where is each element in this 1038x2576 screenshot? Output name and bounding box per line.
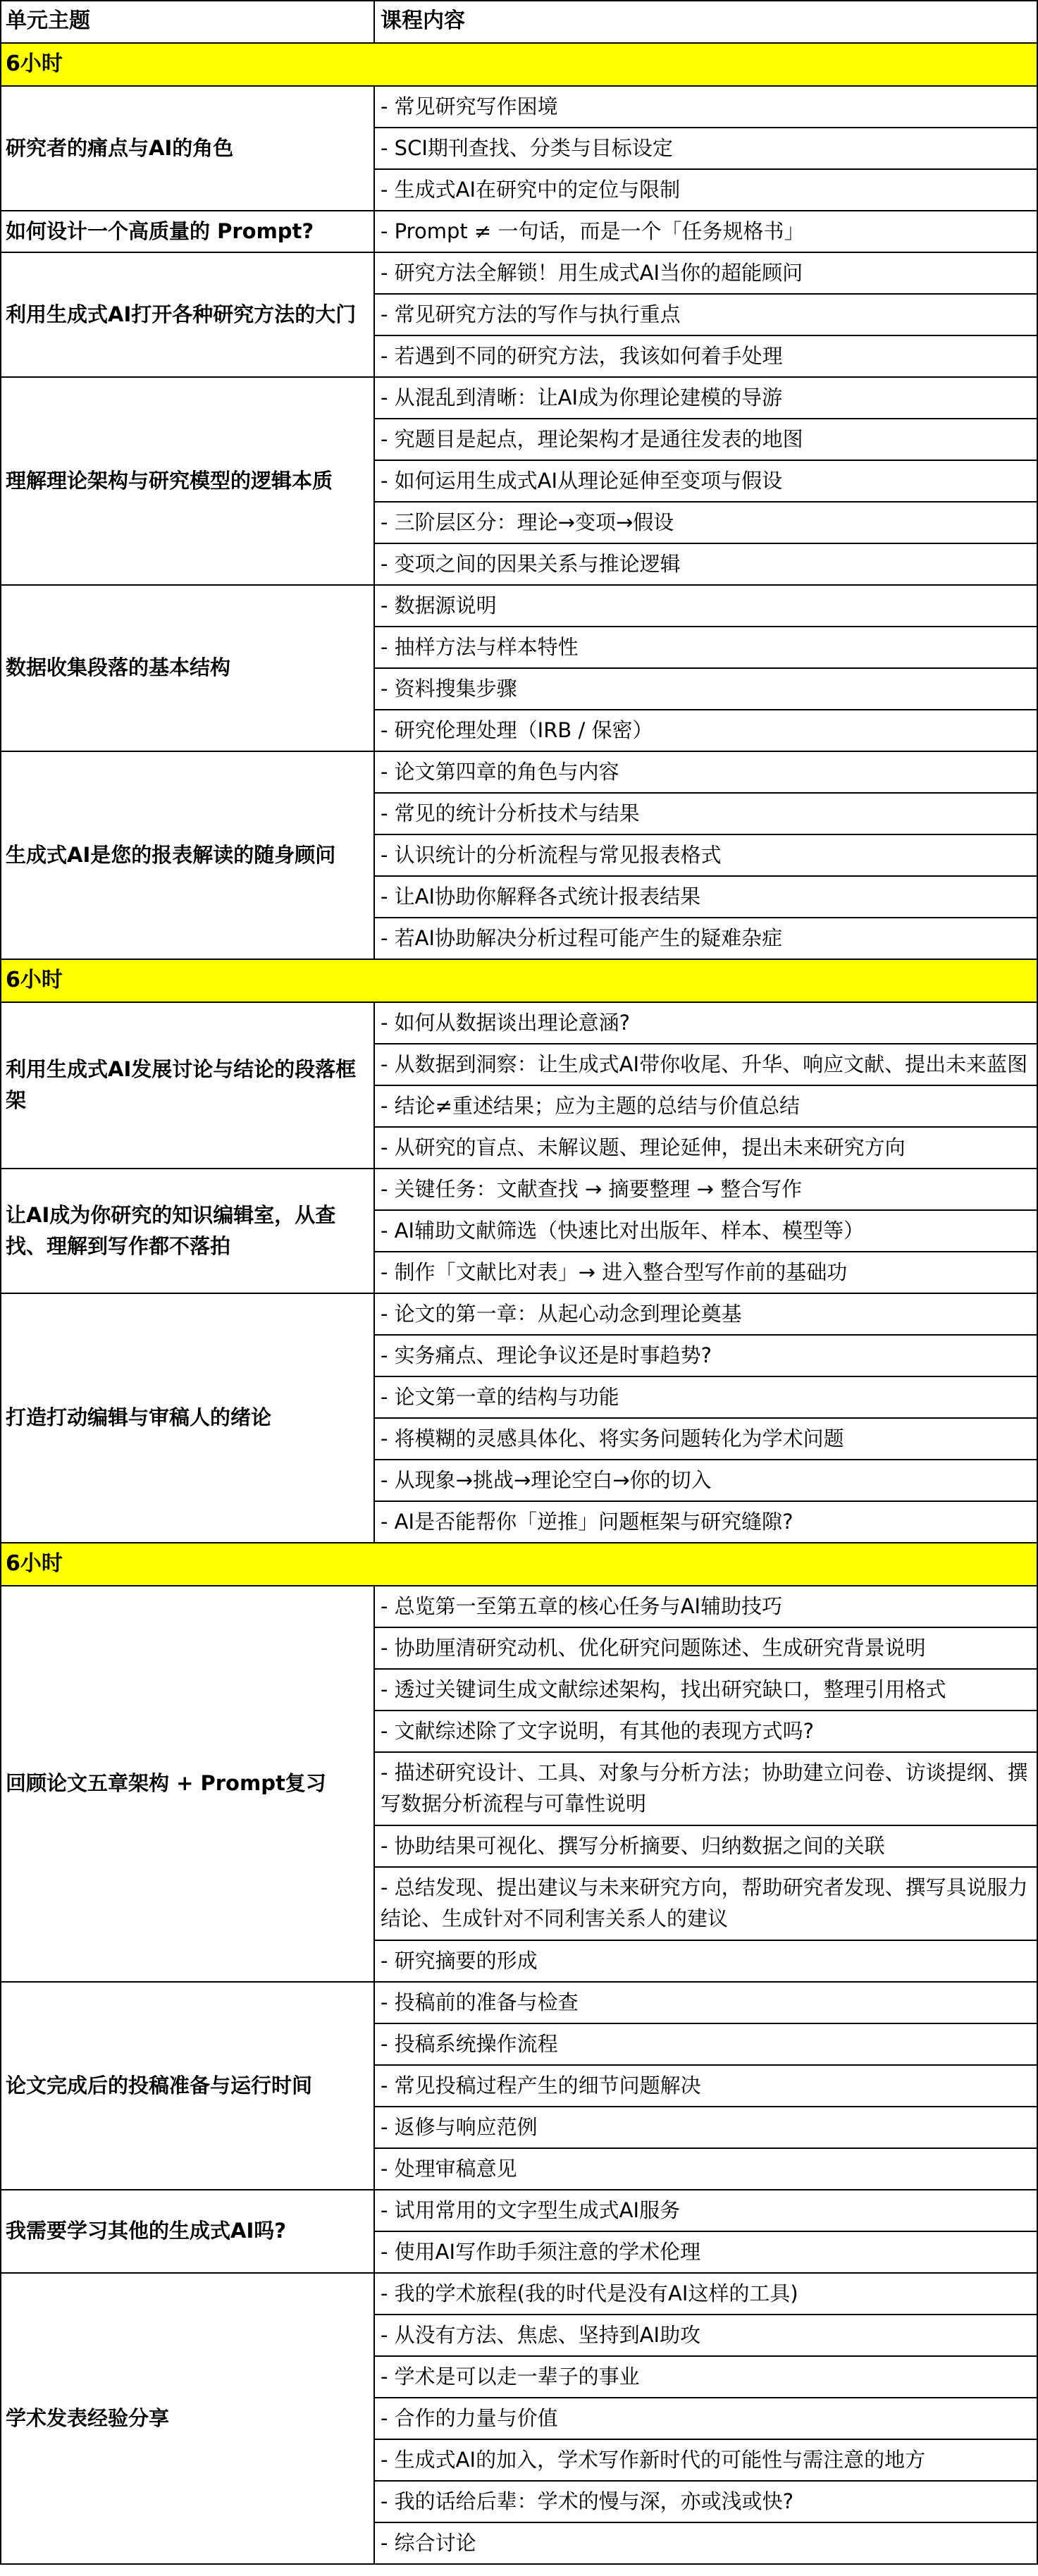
course-item: - 使用AI写作助手须注意的学术伦理 bbox=[381, 2239, 701, 2264]
course-item: - 总览第一至第五章的核心任务与AI辅助技巧 bbox=[381, 1594, 783, 1618]
course-item: - 研究伦理处理（IRB / 保密） bbox=[381, 717, 653, 742]
course-item: - 论文第一章的结构与功能 bbox=[381, 1384, 619, 1409]
course-item: - 返修与响应范例 bbox=[381, 2114, 538, 2139]
course-item: - 总结发现、提出建议与未来研究方向，帮助研究者发现、撰写具说服力结论、生成针对不同利害关系人的建议 bbox=[381, 1875, 1028, 1930]
course-item: - Prompt ≠ 一句话，而是一个「任务规格书」 bbox=[381, 218, 805, 243]
course-item: - AI是否能帮你「逆推」问题框架与研究缝隙? bbox=[381, 1509, 793, 1534]
course-item: - 生成式AI在研究中的定位与限制 bbox=[381, 177, 681, 202]
course-item: - 关键任务：文献查找 → 摘要整理 → 整合写作 bbox=[381, 1176, 803, 1201]
section-duration-label: 6小时 bbox=[6, 1551, 63, 1576]
course-item: - 透过关键词生成文献综述架构，找出研究缺口，整理引用格式 bbox=[381, 1677, 946, 1701]
section-band bbox=[0, 959, 1038, 1002]
course-item: - 投稿系统操作流程 bbox=[381, 2031, 558, 2056]
unit-topic: 数据收集段落的基本结构 bbox=[6, 655, 231, 679]
course-item: - 若AI协助解决分析过程可能产生的疑难杂症 bbox=[381, 925, 783, 950]
unit-topic: 研究者的痛点与AI的角色 bbox=[6, 135, 234, 160]
course-item: - 我的学术旅程(我的时代是没有AI这样的工具) bbox=[381, 2281, 798, 2305]
course-item: - 文献综述除了文字说明，有其他的表现方式吗? bbox=[381, 1718, 815, 1743]
column-divider bbox=[373, 0, 375, 42]
unit-topic: 如何设计一个高质量的 Prompt? bbox=[6, 218, 314, 243]
course-item: - 我的话给后辈：学术的慢与深，亦或浅或快? bbox=[381, 2489, 794, 2513]
unit-topic: 我需要学习其他的生成式AI吗? bbox=[6, 2219, 287, 2243]
course-item: - 生成式AI的加入，学术写作新时代的可能性与需注意的地方 bbox=[381, 2447, 926, 2472]
section-duration-label: 6小时 bbox=[6, 51, 63, 76]
row-divider bbox=[0, 0, 1038, 1]
unit-topic: 打造打动编辑与审稿人的绪论 bbox=[6, 1405, 272, 1429]
course-item: - SCI期刊查找、分类与目标设定 bbox=[381, 135, 673, 160]
course-item: - 处理审稿意见 bbox=[381, 2156, 517, 2181]
course-item: - AI辅助文献筛选（快速比对出版年、样本、模型等） bbox=[381, 1218, 865, 1243]
course-item: - 协助厘清研究动机、优化研究问题陈述、生成研究背景说明 bbox=[381, 1635, 926, 1660]
header-topic-label: 单元主题 bbox=[6, 8, 90, 33]
course-item: - 从数据到洞察：让生成式AI带你收尾、升华、响应文献、提出未来蓝图 bbox=[381, 1052, 1028, 1076]
course-item: - 从现象→挑战→理论空白→你的切入 bbox=[381, 1467, 712, 1492]
course-item: - 若遇到不同的研究方法，我该如何着手处理 bbox=[381, 343, 783, 368]
column-divider bbox=[373, 1585, 375, 2563]
course-item: - 协助结果可视化、撰写分析摘要、归纳数据之间的关联 bbox=[381, 1833, 885, 1858]
course-item: - 从混乱到清晰：让AI成为你理论建模的导游 bbox=[381, 385, 783, 409]
row-divider bbox=[0, 1542, 1038, 1543]
row-divider bbox=[0, 2563, 1038, 2565]
course-item: - 研究方法全解锁！用生成式AI当你的超能顾问 bbox=[381, 260, 803, 285]
unit-topic: 让AI成为你研究的知识编辑室，从查找、理解到写作都不落拍 bbox=[6, 1202, 336, 1258]
course-item: - 变项之间的因果关系与推论逻辑 bbox=[381, 551, 681, 576]
course-item: - 常见研究写作困境 bbox=[381, 94, 558, 118]
unit-topic: 学术发表经验分享 bbox=[6, 2405, 170, 2430]
unit-topic: 理解理论架构与研究模型的逻辑本质 bbox=[6, 468, 333, 493]
course-item: - 三阶层区分：理论→变项→假设 bbox=[381, 510, 674, 534]
course-item: - 论文的第一章：从起心动念到理论奠基 bbox=[381, 1301, 742, 1326]
course-item: - 研究摘要的形成 bbox=[381, 1948, 538, 1973]
row-divider bbox=[0, 959, 1038, 960]
unit-topic: 论文完成后的投稿准备与运行时间 bbox=[6, 2073, 313, 2097]
course-item: - 常见投稿过程产生的细节问题解决 bbox=[381, 2073, 701, 2097]
course-item: - 描述研究设计、工具、对象与分析方法；协助建立问卷、访谈提纲、撰写数据分析流程与可靠性说明 bbox=[381, 1761, 1028, 1816]
row-divider bbox=[0, 42, 1038, 44]
course-item: - 投稿前的准备与检查 bbox=[381, 1990, 579, 2014]
course-item: - 如何运用生成式AI从理论延伸至变项与假设 bbox=[381, 468, 783, 493]
table-border-vertical bbox=[0, 0, 1, 2565]
section-band bbox=[0, 42, 1038, 85]
course-item: - 综合讨论 bbox=[381, 2530, 476, 2555]
course-item: - 常见研究方法的写作与执行重点 bbox=[381, 302, 681, 326]
course-item: - 数据源说明 bbox=[381, 593, 497, 617]
course-item: - 认识统计的分析流程与常见报表格式 bbox=[381, 842, 722, 867]
course-item: - 实务痛点、理论争议还是时事趋势? bbox=[381, 1343, 712, 1367]
header-content-label: 课程内容 bbox=[381, 8, 465, 33]
column-divider bbox=[373, 1002, 375, 1542]
course-item: - 试用常用的文字型生成式AI服务 bbox=[381, 2198, 681, 2222]
course-item: - 结论≠重述结果；应为主题的总结与价值总结 bbox=[381, 1093, 800, 1118]
course-item: - 从没有方法、焦虑、坚持到AI助攻 bbox=[381, 2322, 701, 2347]
course-item: - 将模糊的灵感具体化、将实务问题转化为学术问题 bbox=[381, 1426, 844, 1450]
course-item: - 抽样方法与样本特性 bbox=[381, 634, 579, 659]
course-item: - 如何从数据谈出理论意涵? bbox=[381, 1010, 631, 1035]
course-item: - 从研究的盲点、未解议题、理论延伸，提出未来研究方向 bbox=[381, 1135, 906, 1159]
unit-topic: 利用生成式AI打开各种研究方法的大门 bbox=[6, 302, 357, 326]
course-item: - 究题目是起点，理论架构才是通往发表的地图 bbox=[381, 426, 803, 451]
section-band bbox=[0, 1542, 1038, 1585]
course-item: - 论文第四章的角色与内容 bbox=[381, 759, 619, 784]
course-item: - 资料搜集步骤 bbox=[381, 676, 517, 701]
unit-topic: 生成式AI是您的报表解读的随身顾问 bbox=[6, 842, 336, 867]
unit-topic: 利用生成式AI发展讨论与结论的段落框架 bbox=[6, 1057, 357, 1112]
course-item: - 合作的力量与价值 bbox=[381, 2405, 558, 2430]
course-item: - 让AI协助你解释各式统计报表结果 bbox=[381, 884, 701, 908]
course-item: - 学术是可以走一辈子的事业 bbox=[381, 2364, 640, 2389]
section-duration-label: 6小时 bbox=[6, 968, 63, 992]
column-divider bbox=[373, 85, 375, 959]
unit-topic: 回顾论文五章架构 + Prompt复习 bbox=[6, 1771, 326, 1795]
course-item: - 制作「文献比对表」→ 进入整合型写作前的基础功 bbox=[381, 1259, 848, 1284]
course-item: - 常见的统计分析技术与结果 bbox=[381, 801, 640, 825]
